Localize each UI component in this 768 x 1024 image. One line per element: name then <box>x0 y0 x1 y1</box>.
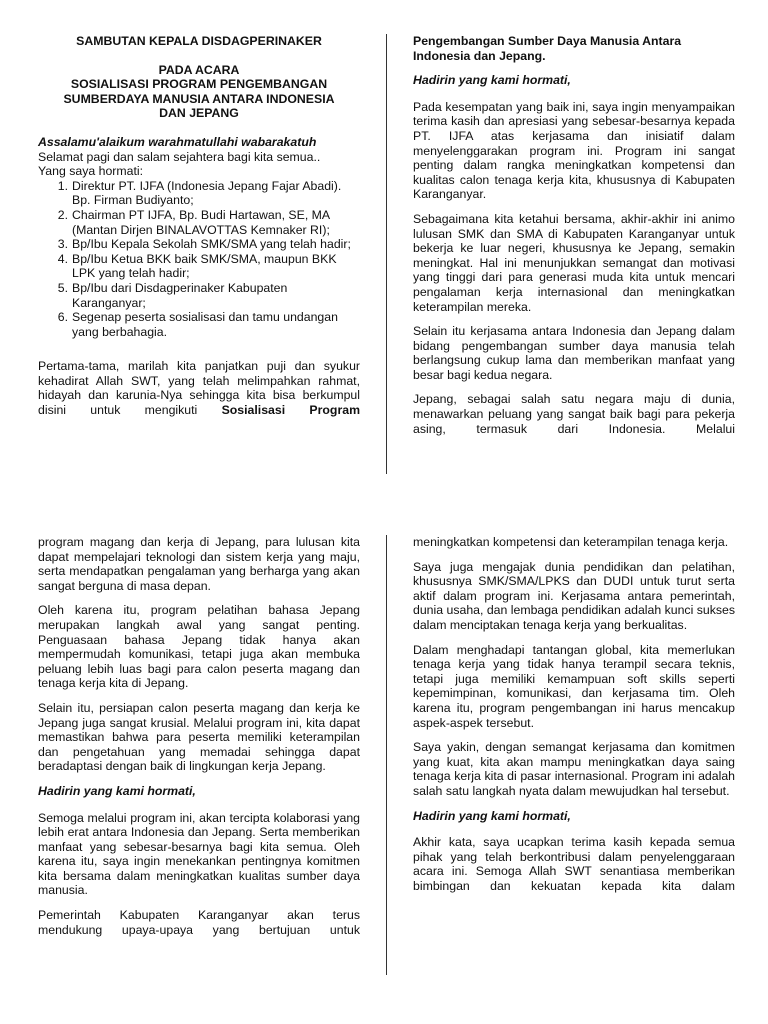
list-item <box>38 281 360 310</box>
paragraph: Selain itu kerjasama antara Indonesia dan Jepang dalam bidang pengembangan sumber daya manusia telah berlangsung cukup lama dan memberikan manfaat yang besar bagi kedua negara. <box>413 324 735 382</box>
list-text: Chairman PT IJFA, Bp. Budi Hartawan, SE, MA (Mantan Dirjen BINALAVOTTAS Kemnaker RI); <box>72 207 330 237</box>
event-line: SUMBERDAYA MANUSIA ANTARA INDONESIA <box>63 91 335 106</box>
event-heading <box>38 63 360 121</box>
salutation: Hadirin yang kami hormati, <box>38 783 196 798</box>
page1-left-column <box>38 34 360 428</box>
list-item <box>38 310 360 339</box>
list-item <box>38 208 360 237</box>
event-line: PADA ACARA <box>158 62 240 77</box>
salutation: Hadirin yang kami hormati, <box>413 808 571 823</box>
list-text: Segenap peserta sosialisasi dan tamu undangan yang berbahagia. <box>72 310 338 339</box>
paragraph: Oleh karena itu, program pelatihan bahasa Jepang merupakan langkah awal yang sangat penting. Penguasaan bahasa Jepang tidak hanya akan mempermudah komunikasi, tetapi juga akan membuka peluang lebih luas bagi para calon peserta magang dan tenaga kerja kita di Jepang. <box>38 603 360 691</box>
list-number: 2. <box>57 207 68 222</box>
list-text: Direktur PT. IJFA (Indonesia Jepang Fajar Abadi). Bp. Firman Budiyanto; <box>72 178 342 208</box>
document-title: SAMBUTAN KEPALA DISDAGPERINAKER <box>76 34 322 48</box>
respected-intro: Yang saya hormati: <box>38 164 144 179</box>
paragraph: meningkatkan kompetensi dan keterampilan tenaga kerja. <box>413 535 729 549</box>
paragraph: Pemerintah Kabupaten Karanganyar akan terus mendukung upaya-upaya yang bertujuan untuk <box>38 908 360 937</box>
column-divider <box>386 34 387 474</box>
paragraph: Semoga melalui program ini, akan tercipta kolaborasi yang lebih erat antara Indonesia dan Jepang. Serta memberikan manfaat yang sebesar-besarnya bagi kita semua. Oleh karena itu, saya ingin menekankan pentingnya komitmen kita bersama dalam meningkatkan kualitas sumber daya manusia. <box>38 810 360 898</box>
opening-bold-text: Sosialisasi Program <box>221 403 360 418</box>
list-number: 3. <box>57 237 68 252</box>
list-text: Bp/Ibu Ketua BKK baik SMK/SMA, maupun BKK LPK yang telah hadir; <box>72 251 337 281</box>
paragraph: Dalam menghadapi tantangan global, kita memerlukan tenaga kerja yang tidak hanya terampil secara teknis, tetapi juga memiliki kemampuan soft skills seperti kepemimpinan, komunikasi, dan kerjasama tim. Oleh karena itu, program pengembangan ini harus mencakup aspek-aspek tersebut. <box>413 642 735 730</box>
paragraph: Saya yakin, dengan semangat kerjasama dan komitmen yang kuat, kita akan mampu meningkatkan daya saing tenaga kerja kita di pasar internasional. Program ini adalah salah satu langkah nyata dalam mewujudkan hal tersebut. <box>413 740 735 798</box>
page2-left-column <box>38 535 360 937</box>
paragraph: program magang dan kerja di Jepang, para lulusan kita dapat mempelajari teknologi dan sistem kerja yang maju, serta mendapatkan pengalaman yang berharga yang akan sangat berguna di masa depan. <box>38 535 360 593</box>
page1-right-column <box>413 34 735 446</box>
list-text: Bp/Ibu Kepala Sekolah SMK/SMA yang telah hadir; <box>72 237 351 252</box>
list-item <box>38 237 360 252</box>
list-item <box>38 179 360 208</box>
salutation: Hadirin yang kami hormati, <box>413 73 571 88</box>
column-divider <box>386 535 387 975</box>
list-text: Bp/Ibu dari Disdagperinaker Kabupaten Karanganyar; <box>72 280 288 310</box>
list-number: 5. <box>57 280 68 295</box>
paragraph: Saya juga mengajak dunia pendidikan dan pelatihan, khususnya SMK/SMA/LPKS dan DUDI untuk turut serta aktif dalam program ini. Kerjasama antara pemerintah, dunia usaha, dan lembaga pendidikan adalah kunci sukses dalam menciptakan tenaga kerja yang berkualitas. <box>413 559 736 632</box>
list-item <box>38 252 360 281</box>
paragraph: Selain itu, persiapan calon peserta magang dan kerja ke Jepang juga sangat krusial. Melalui program ini, kita dapat memastikan bahwa para peserta memiliki keterampilan dan pengetahuan yang memadai sehingga dapat beradaptasi dengan baik di lingkungan kerja Jepang. <box>38 700 360 774</box>
list-number: 6. <box>57 310 68 325</box>
event-line: SOSIALISASI PROGRAM PENGEMBANGAN <box>70 77 328 92</box>
greeting: Selamat pagi dan salam sejahtera bagi kita semua.. <box>38 149 321 164</box>
opening-text: Pertama-tama, marilah kita panjatkan puji dan syukur kehadirat Allah SWT, yang telah melimpahkan rahmat, hidayah dan karunia-Nya sehingga kita bisa berkumpul disini untuk mengikuti <box>38 359 360 418</box>
salam: Assalamu'alaikum warahmatullahi wabarakatuh <box>38 134 317 149</box>
paragraph: Pada kesempatan yang baik ini, saya ingin menyampaikan terima kasih dan apresiasi yang sebesar-besarnya kepada PT. IJFA atas kerjasama dan inisiatif dalam menyelenggarakan program ini. Program ini sangat penting dalam rangka meningkatkan kompetensi dan kualitas calon tenaga kerja kita, khususnya di Kabupaten Karanganyar. <box>413 99 735 202</box>
list-number: 1. <box>57 178 68 193</box>
list-number: 4. <box>57 251 68 266</box>
closing-paragraph: Akhir kata, saya ucapkan terima kasih kepada semua pihak yang telah berkontribusi dalam penyelenggaraan acara ini. Semoga Allah SWT senantiasa memberikan bimbingan dan kekuatan kepada kita dalam <box>413 835 735 893</box>
respected-list <box>38 179 360 340</box>
page2-right-column <box>413 535 735 893</box>
paragraph: Sebagaimana kita ketahui bersama, akhir-akhir ini animo lulusan SMK dan SMA di Kabupaten Karanganyar untuk bekerja ke luar negeri, khususnya ke Jepang, semakin meningkat. Hal ini menunjukkan semangat dan motivasi yang tinggi dari para generasi muda kita untuk mencari pengalaman kerja internasional dan meningkatkan keterampilan mereka. <box>413 211 735 314</box>
program-name-continuation: Pengembangan Sumber Daya Manusia Antara Indonesia dan Jepang. <box>413 34 682 63</box>
paragraph: Jepang, sebagai salah satu negara maju di dunia, menawarkan peluang yang sangat baik bagi para pekerja asing, termasuk dari Indonesia. Melalui <box>413 392 735 436</box>
event-line: DAN JEPANG <box>159 106 239 121</box>
opening-paragraph <box>38 359 360 417</box>
